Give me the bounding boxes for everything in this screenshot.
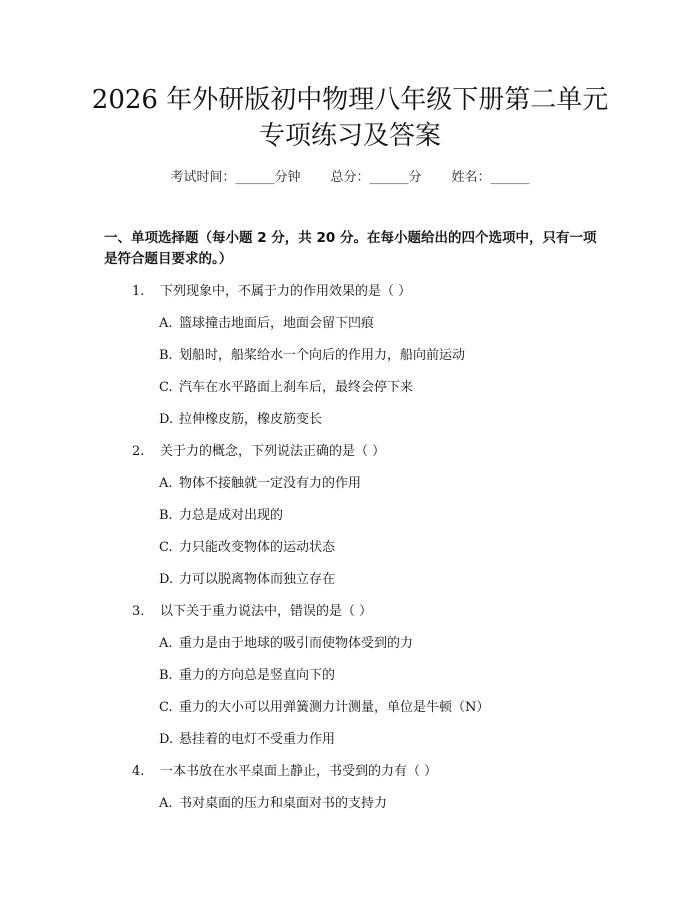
option-text: 物体不接触就一定没有力的作用 — [179, 476, 362, 491]
question — [132, 603, 372, 621]
option-letter: A. — [159, 636, 173, 651]
option-text: 拉伸橡皮筋，橡皮筋变长 — [179, 412, 323, 427]
option-letter: B. — [159, 348, 173, 363]
question-number: 3. — [132, 604, 145, 619]
question-number: 2. — [132, 444, 145, 459]
option-letter: A. — [159, 316, 173, 331]
option-text: 重力的大小可以用弹簧测力计测量，单位是牛顿（N） — [179, 700, 490, 715]
option-text: 重力是由于地球的吸引而使物体受到的力 — [179, 636, 414, 651]
option-text: 书对桌面的压力和桌面对书的支持力 — [179, 796, 388, 811]
option-text: 汽车在水平路面上刹车后，最终会停下来 — [179, 380, 414, 395]
option — [159, 699, 489, 717]
option-text: 悬挂着的电灯不受重力作用 — [179, 732, 336, 747]
option — [159, 475, 361, 493]
option — [159, 571, 335, 589]
question — [132, 283, 411, 301]
option — [159, 731, 335, 749]
question-text: 下列现象中，不属于力的作用效果的是（ ） — [160, 284, 412, 299]
exam-info — [0, 169, 700, 187]
option-letter: C. — [159, 380, 173, 395]
exam-time: 考试时间：______分钟 — [170, 170, 301, 185]
section-heading: 一、单项选择题（每小题 2 分，共 20 分。在每小题给出的四个选项中，只有一项是符合题目要求的。） — [104, 230, 597, 267]
question-text: 一本书放在水平桌面上静止，书受到的力有（ ） — [160, 764, 438, 779]
option-text: 篮球撞击地面后，地面会留下凹痕 — [179, 316, 375, 331]
option-letter: C. — [159, 540, 173, 555]
question — [132, 443, 385, 461]
option-text: 力可以脱离物体而独立存在 — [179, 572, 336, 587]
option — [159, 507, 283, 525]
option-text: 划船时，船桨给水一个向后的作用力，船向前运动 — [179, 348, 466, 363]
option-text: 力只能改变物体的运动状态 — [179, 540, 336, 555]
option-text: 力总是成对出现的 — [179, 508, 284, 523]
option — [159, 379, 413, 397]
question-number: 4. — [132, 764, 145, 779]
option-letter: D. — [159, 412, 174, 427]
option — [159, 795, 387, 813]
document-title-line2: 专项练习及答案 — [258, 121, 441, 151]
question-text: 关于力的概念，下列说法正确的是（ ） — [160, 444, 386, 459]
document-title-line1: 2026 年外研版初中物理八年级下册第二单元 — [91, 85, 609, 115]
option — [159, 539, 335, 557]
option — [159, 347, 465, 365]
option-letter: A. — [159, 476, 173, 491]
option-letter: D. — [159, 572, 174, 587]
question — [132, 763, 437, 781]
option-letter: D. — [159, 732, 174, 747]
option — [159, 667, 335, 685]
option-text: 重力的方向总是竖直向下的 — [179, 668, 336, 683]
question-number: 1. — [132, 284, 145, 299]
option-letter: C. — [159, 700, 173, 715]
question-text: 以下关于重力说法中，错误的是（ ） — [160, 604, 373, 619]
student-name: 姓名：______ — [451, 170, 530, 185]
option-letter: A. — [159, 796, 173, 811]
option — [159, 411, 322, 429]
exam-score: 总分：______分 — [330, 170, 422, 185]
option-letter: B. — [159, 508, 173, 523]
option — [159, 315, 374, 333]
option-letter: B. — [159, 668, 173, 683]
option — [159, 635, 413, 653]
